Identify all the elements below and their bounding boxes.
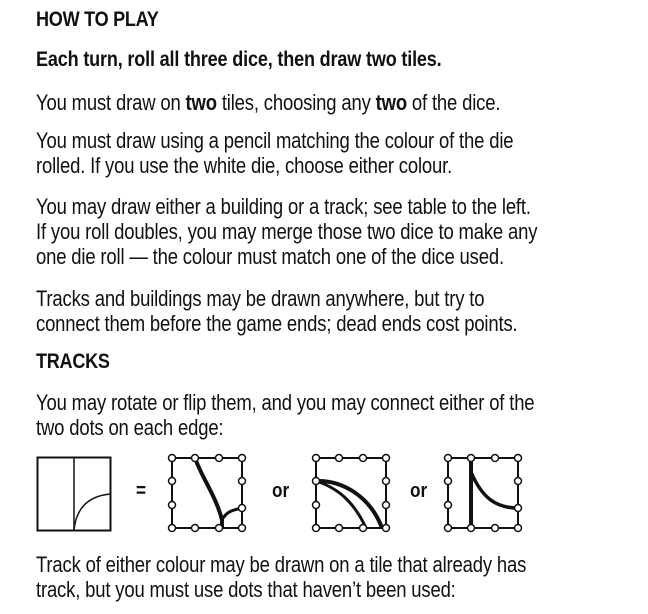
rule-line: track, but you must use dots that haven’t been used: [36,577,456,602]
how-to-play-heading: HOW TO PLAY [36,8,159,31]
equals-sign: = [136,480,147,502]
rule-line: Tracks and buildings may be drawn anywhere, but try to [36,286,485,311]
rule-line: If you roll doubles, you may merge those two dice to make any [36,219,538,244]
tile-base-diagram [36,456,112,532]
rule-text: tiles, choosing any [216,90,376,115]
tile-variant-1 [164,450,250,536]
tracks-rotate-flip [36,390,534,440]
rule-draw-two-tiles [36,90,500,115]
rule-line: two dots on each edge: [36,415,224,440]
rule-line: You must draw using a pencil matching the colour of the die [36,128,514,153]
emphasis-two: two [375,90,407,115]
or-label: or [272,480,290,502]
tracks-overlap-rule [36,552,526,602]
rule-line: one die roll — the colour must match one of the dice used. [36,244,504,269]
rule-line: connect them before the game ends; dead ends cost points. [36,311,518,336]
emphasis-two: two [185,90,217,115]
tile-variant-3 [440,450,526,536]
rule-line: You may rotate or flip them, and you may connect either of the [36,390,535,415]
rule-pencil-colour [36,128,513,178]
tile-variant-2 [308,450,394,536]
rule-building-or-track [36,194,537,269]
tracks-heading: TRACKS [36,350,110,373]
rule-text: You must draw on [36,90,186,115]
turn-summary: Each turn, roll all three dice, then draw two tiles. [36,48,442,71]
rule-text: of the dice. [406,90,501,115]
rule-line: rolled. If you use the white die, choose either colour. [36,153,453,178]
rule-line: Track of either colour may be drawn on a tile that already has [36,552,527,577]
rule-connect [36,286,517,336]
or-label: or [410,480,428,502]
rule-line: You may draw either a building or a track; see table to the left. [36,194,531,219]
